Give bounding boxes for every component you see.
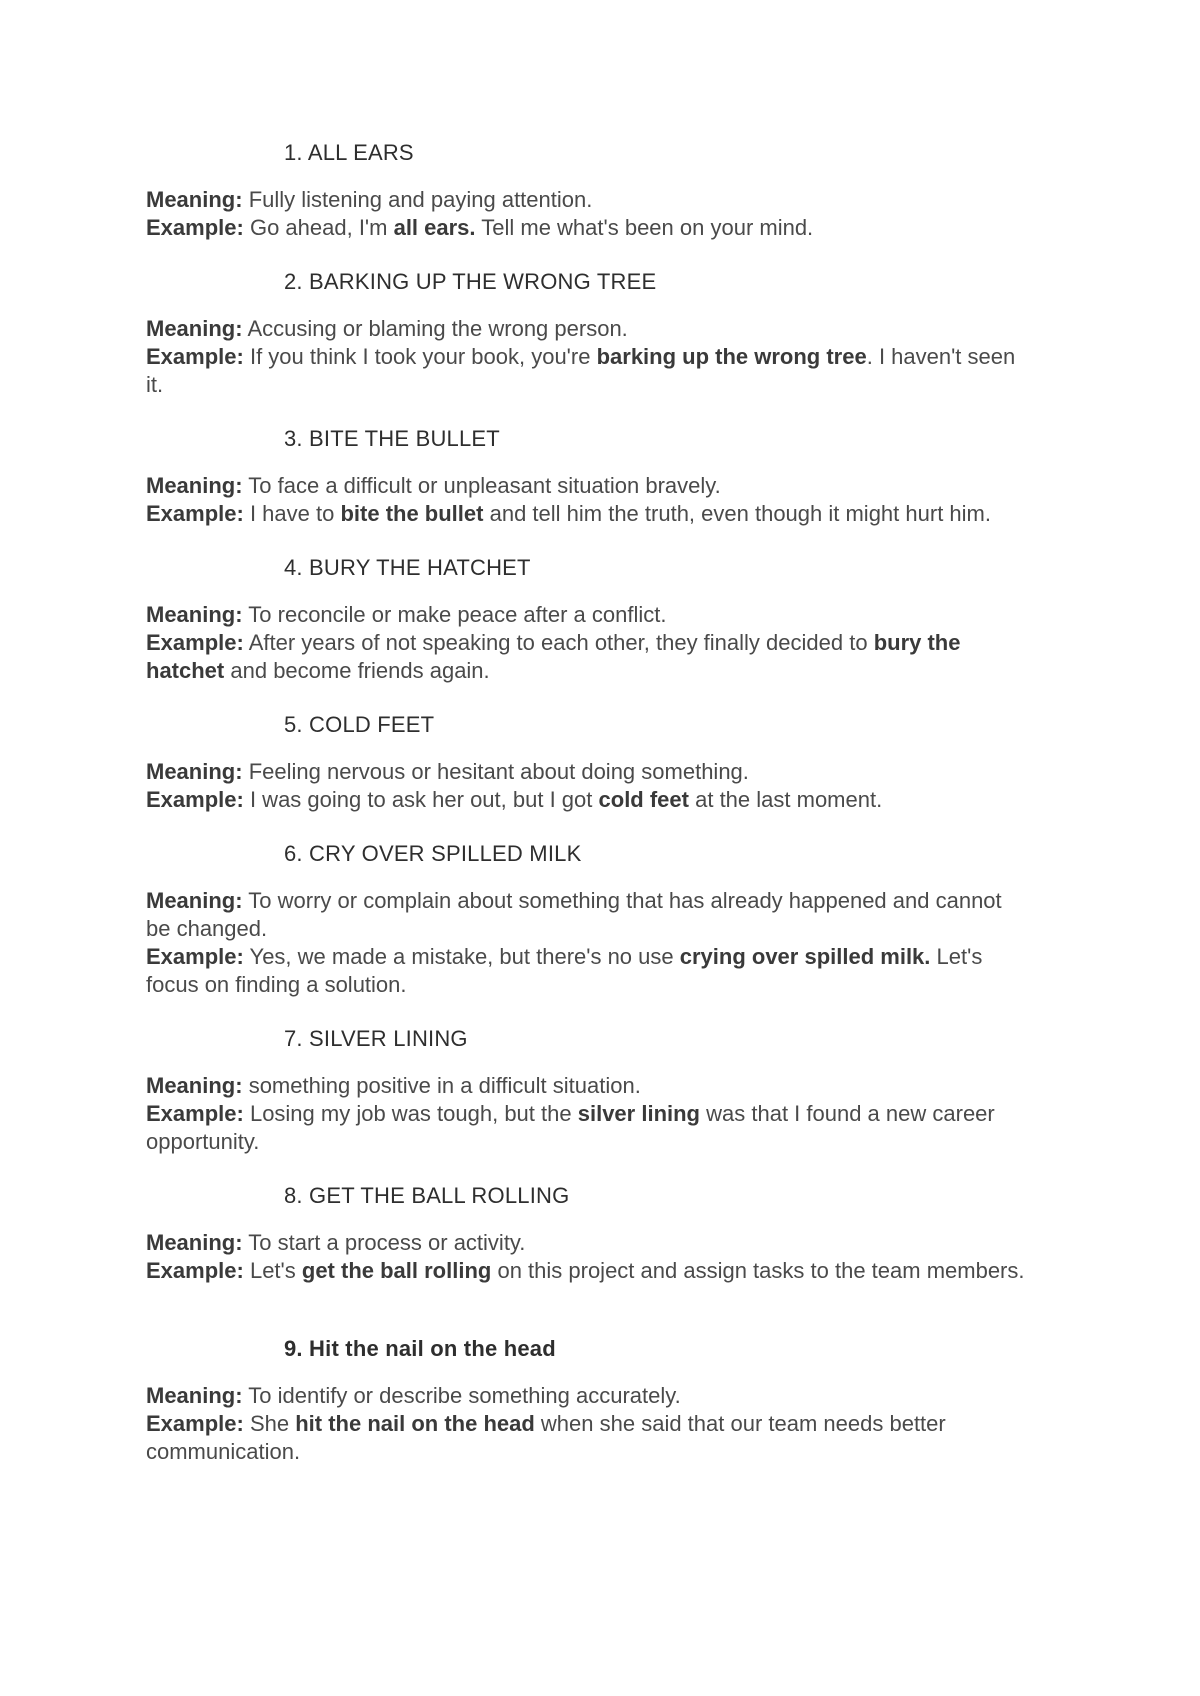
example-text-before: Let's xyxy=(249,1258,296,1283)
meaning-label: Meaning: xyxy=(146,759,243,784)
section-spacer xyxy=(146,1285,1026,1334)
idiom-title: 9. Hit the nail on the head xyxy=(284,1336,556,1361)
meaning-line xyxy=(146,315,1026,343)
example-text-after: on this project and assign tasks to the team members. xyxy=(497,1258,1025,1283)
example-label: Example: xyxy=(146,215,244,240)
idiom-entry xyxy=(146,424,1026,528)
idiom-phrase: silver lining xyxy=(577,1101,700,1126)
example-text-after: and tell him the truth, even though it might hurt him. xyxy=(489,501,991,526)
idiom-entry xyxy=(146,553,1026,685)
meaning-line xyxy=(146,601,1026,629)
idiom-title: 1. ALL EARS xyxy=(284,140,414,165)
example-label: Example: xyxy=(146,1411,244,1436)
example-text-before: I was going to ask her out, but I got xyxy=(249,787,593,812)
meaning-label: Meaning: xyxy=(146,316,243,341)
example-line xyxy=(146,214,1026,242)
meaning-text: To worry or complain about something that has already happened and cannot be changed. xyxy=(146,888,1002,941)
meaning-line xyxy=(146,887,1026,943)
example-label: Example: xyxy=(146,630,244,655)
idiom-entry xyxy=(146,267,1026,399)
idiom-entry xyxy=(146,1024,1026,1156)
example-line xyxy=(146,1410,1026,1466)
document-page xyxy=(146,138,1026,1466)
section-spacer xyxy=(146,528,1026,553)
meaning-line xyxy=(146,1382,1026,1410)
idiom-title: 6. CRY OVER SPILLED MILK xyxy=(284,841,582,866)
example-line xyxy=(146,943,1026,999)
example-line xyxy=(146,1100,1026,1156)
example-text-before: Go ahead, I'm xyxy=(249,215,388,240)
meaning-text: Fully listening and paying attention. xyxy=(248,187,593,212)
meaning-text: To reconcile or make peace after a conflict. xyxy=(248,602,667,627)
example-label: Example: xyxy=(146,1101,244,1126)
meaning-line xyxy=(146,758,1026,786)
meaning-text: Accusing or blaming the wrong person. xyxy=(247,316,628,341)
idiom-phrase: all ears. xyxy=(393,215,476,240)
section-spacer xyxy=(146,242,1026,267)
meaning-line xyxy=(146,472,1026,500)
meaning-line xyxy=(146,1072,1026,1100)
meaning-label: Meaning: xyxy=(146,888,243,913)
idiom-entry xyxy=(146,1181,1026,1285)
meaning-label: Meaning: xyxy=(146,602,243,627)
idiom-entry xyxy=(146,710,1026,814)
example-text-before: Yes, we made a mistake, but there's no use xyxy=(249,944,674,969)
idiom-phrase: cold feet xyxy=(598,787,689,812)
meaning-text: To identify or describe something accurately. xyxy=(248,1383,681,1408)
example-text-after: Tell me what's been on your mind. xyxy=(481,215,814,240)
example-line xyxy=(146,629,1026,685)
meaning-text: To start a process or activity. xyxy=(248,1230,526,1255)
idiom-entry xyxy=(146,138,1026,242)
section-spacer xyxy=(146,999,1026,1024)
meaning-label: Meaning: xyxy=(146,1230,243,1255)
idiom-phrase: bite the bullet xyxy=(340,501,484,526)
meaning-label: Meaning: xyxy=(146,1073,243,1098)
example-text-before: After years of not speaking to each other, they finally decided to xyxy=(248,630,868,655)
example-text-before: Losing my job was tough, but the xyxy=(249,1101,572,1126)
example-line xyxy=(146,343,1026,399)
meaning-text: something positive in a difficult situation. xyxy=(248,1073,641,1098)
example-line xyxy=(146,786,1026,814)
section-spacer xyxy=(146,1156,1026,1181)
idiom-phrase: get the ball rolling xyxy=(301,1258,492,1283)
idiom-phrase: crying over spilled milk. xyxy=(679,944,931,969)
example-text-after: Let's focus on finding a solution. xyxy=(146,944,983,997)
meaning-text: Feeling nervous or hesitant about doing something. xyxy=(248,759,749,784)
meaning-label: Meaning: xyxy=(146,1383,243,1408)
example-text-before: I have to xyxy=(249,501,335,526)
example-text-after: at the last moment. xyxy=(695,787,883,812)
idiom-phrase: hit the nail on the head xyxy=(295,1411,535,1436)
idiom-entry xyxy=(146,839,1026,999)
example-text-after: when she said that our team needs better communication. xyxy=(146,1411,946,1464)
meaning-line xyxy=(146,1229,1026,1257)
idiom-title: 7. SILVER LINING xyxy=(284,1026,468,1051)
meaning-text: To face a difficult or unpleasant situation bravely. xyxy=(248,473,721,498)
example-label: Example: xyxy=(146,787,244,812)
example-label: Example: xyxy=(146,344,244,369)
meaning-label: Meaning: xyxy=(146,187,243,212)
example-text-before: She xyxy=(249,1411,290,1436)
idiom-title: 2. BARKING UP THE WRONG TREE xyxy=(284,269,657,294)
example-label: Example: xyxy=(146,501,244,526)
example-label: Example: xyxy=(146,944,244,969)
section-spacer xyxy=(146,685,1026,710)
section-spacer xyxy=(146,399,1026,424)
example-text-before: If you think I took your book, you're xyxy=(249,344,591,369)
example-line xyxy=(146,500,1026,528)
example-text-after: was that I found a new career opportunity. xyxy=(146,1101,995,1154)
idiom-title: 8. GET THE BALL ROLLING xyxy=(284,1183,570,1208)
meaning-label: Meaning: xyxy=(146,473,243,498)
idiom-title: 4. BURY THE HATCHET xyxy=(284,555,531,580)
idiom-phrase: bury the hatchet xyxy=(146,630,961,683)
idiom-entry xyxy=(146,1334,1026,1466)
meaning-line xyxy=(146,186,1026,214)
example-label: Example: xyxy=(146,1258,244,1283)
example-line xyxy=(146,1257,1026,1285)
section-spacer xyxy=(146,814,1026,839)
example-text-after: . I haven't seen it. xyxy=(146,344,1016,397)
example-text-after: and become friends again. xyxy=(230,658,490,683)
idiom-title: 5. COLD FEET xyxy=(284,712,435,737)
idiom-title: 3. BITE THE BULLET xyxy=(284,426,500,451)
idiom-phrase: barking up the wrong tree xyxy=(596,344,867,369)
